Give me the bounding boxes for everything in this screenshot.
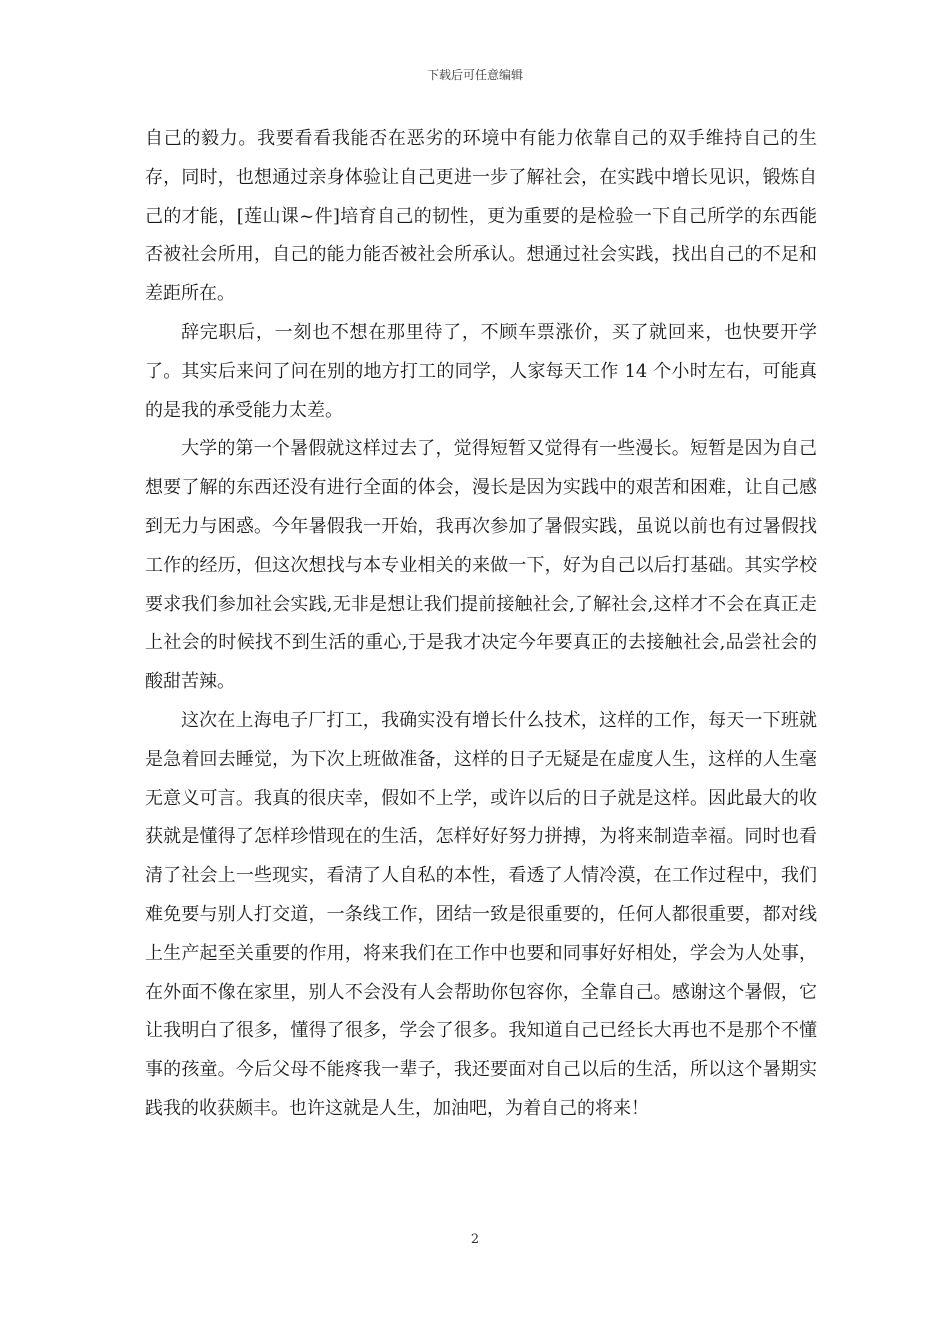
paragraph-1: 自己的毅力。我要看看我能否在恶劣的环境中有能力依靠自己的双手维持自己的生存，同时，也想通过亲身体验让自己更进一步了解社会，在实践中增长见识，锻炼自己的才能，[莲山课~件]培育自己的韧性，更为重要的是检验一下自己所学的东西能否被社会所用，自己的能力能否被社会所承认。想通过社会实践，找出自己的不足和差距所在。 [145,128,817,305]
document-body [145,120,817,1129]
page-header: 下载后可任意编辑 [426,68,523,82]
paragraph-2: 辞完职后，一刻也不想在那里待了，不顾车票涨价，买了就回来，也快要开学了。其实后来问了问在别的地方打工的同学，人家每天工作 14 个小时左右，可能真的是我的承受能力太差。 [145,321,817,421]
page-number: 2 [470,1232,480,1247]
paragraph-4: 这次在上海电子厂打工，我确实没有增长什么技术，这样的工作，每天一下班就是急着回去睡觉，为下次上班做准备，这样的日子无疑是在虚度人生，这样的人生毫无意义可言。我真的很庆幸，假如不上学，或许以后的日子就是这样。因此最大的收获就是懂得了怎样珍惜现在的生活，怎样好好努力拼搏，为将来制造幸福。同时也看清了社会上一些现实，看清了人自私的本性，看透了人情冷漠，在工作过程中，我们难免要与别人打交道，一条线工作，团结一致是很重要的，任何人都很重要，都对线上生产起至关重要的作用，将来我们在工作中也要和同事好好相处，学会为人处事，在外面不像在家里，别人不会没有人会帮助你包容你，全靠自己。感谢这个暑假，它让我明白了很多，懂得了很多，学会了很多。我知道自己已经长大再也不是那个不懂事的孩童。今后父母不能疼我一辈子，我还要面对自己以后的生活，所以这个暑期实践我的收获颇丰。也许这就是人生，加油吧，为着自己的将来！ [145,709,817,1119]
paragraph-3: 大学的第一个暑假就这样过去了，觉得短暂又觉得有一些漫长。短暂是因为自己想要了解的东西还没有进行全面的体会，漫长是因为实践中的艰苦和困难，让自己感到无力与困惑。今年暑假我一开始，我再次参加了暑假实践，虽说以前也有过暑假找工作的经历，但这次想找与本专业相关的来做一下，好为自己以后打基础。其实学校要求我们参加社会实践,无非是想让我们提前接触社会,了解社会,这样才不会在真正走上社会的时候找不到生活的重心,于是我才决定今年要真正的去接触社会,品尝社会的酸甜苦辣。 [145,438,817,693]
